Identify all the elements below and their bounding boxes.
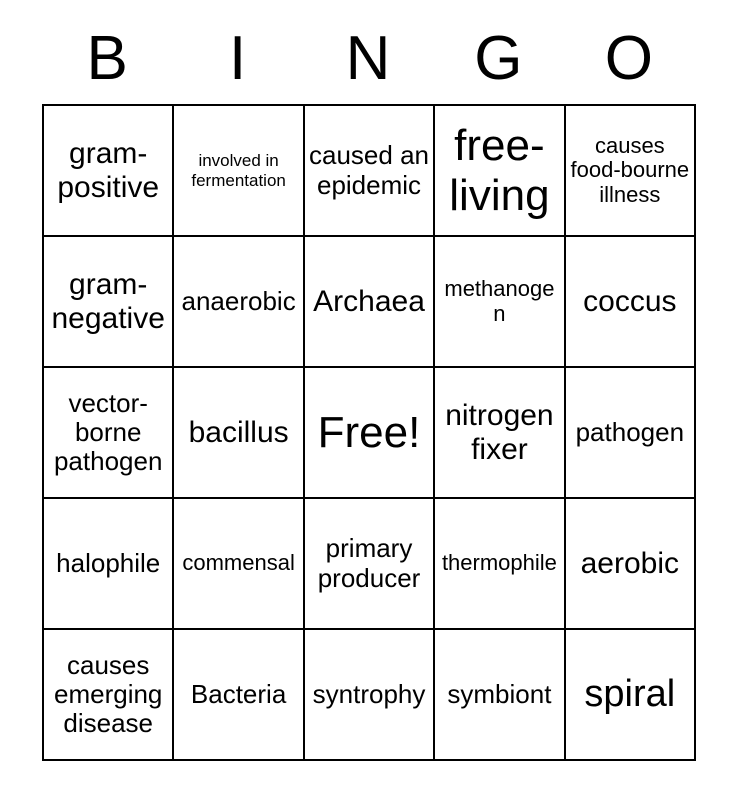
bingo-cell-label: primary producer — [317, 533, 421, 593]
bingo-cell[interactable] — [305, 499, 435, 630]
bingo-cell-label: bacillus — [188, 415, 289, 449]
bingo-cell[interactable] — [44, 368, 174, 499]
bingo-cell[interactable] — [435, 106, 565, 237]
bingo-row — [44, 499, 696, 630]
bingo-cell[interactable] — [174, 368, 304, 499]
bingo-cell-label: thermophile — [441, 550, 557, 576]
bingo-cell[interactable] — [174, 237, 304, 368]
bingo-cell-label: causes emerging disease — [54, 649, 163, 739]
bingo-cell-label: gram-positive — [57, 136, 160, 204]
bingo-cell[interactable] — [435, 630, 565, 761]
bingo-cell[interactable] — [566, 237, 696, 368]
bingo-cell-label: free-living — [449, 121, 550, 220]
bingo-cell-label: pathogen — [575, 416, 685, 447]
bingo-cell[interactable] — [305, 237, 435, 368]
bingo-cell-label: commensal — [182, 550, 295, 576]
bingo-header-letter-b: B — [86, 24, 128, 93]
bingo-row — [44, 106, 696, 237]
bingo-cell[interactable] — [566, 499, 696, 630]
bingo-cell-label: Bacteria — [190, 678, 287, 709]
bingo-cell[interactable] — [305, 630, 435, 761]
bingo-cell-label: gram-negative — [51, 267, 165, 335]
bingo-header-letter-i: I — [228, 24, 247, 93]
bingo-cell[interactable] — [44, 630, 174, 761]
bingo-header — [42, 14, 694, 104]
bingo-cell[interactable] — [174, 106, 304, 237]
bingo-cell-free[interactable] — [305, 368, 435, 499]
bingo-cell-label: vector-borne pathogen — [53, 387, 163, 477]
bingo-header-letter-o: O — [604, 24, 653, 93]
bingo-cell-label: Free! — [317, 407, 421, 457]
bingo-cell-label: symbiont — [447, 678, 552, 709]
bingo-cell-label: caused an epidemic — [309, 140, 429, 200]
bingo-cell-label: halophile — [56, 547, 161, 578]
bingo-cell[interactable] — [435, 237, 565, 368]
bingo-cell-label: causes food-bourne illness — [570, 132, 690, 207]
bingo-cell-label: spiral — [584, 673, 676, 716]
bingo-cell[interactable] — [435, 499, 565, 630]
bingo-cell[interactable] — [44, 237, 174, 368]
bingo-cell[interactable] — [305, 106, 435, 237]
bingo-cell[interactable] — [566, 368, 696, 499]
bingo-cell[interactable] — [174, 630, 304, 761]
bingo-cell-label: coccus — [583, 284, 677, 318]
bingo-cell[interactable] — [44, 106, 174, 237]
bingo-row — [44, 237, 696, 368]
bingo-cell[interactable] — [566, 630, 696, 761]
bingo-cell-label: aerobic — [580, 546, 680, 580]
bingo-cell[interactable] — [435, 368, 565, 499]
bingo-row — [44, 368, 696, 499]
bingo-cell-label: Archaea — [313, 284, 425, 318]
bingo-cell-label: methanogen — [444, 275, 555, 326]
bingo-header-letter-n: N — [345, 24, 391, 93]
bingo-cell[interactable] — [566, 106, 696, 237]
bingo-cell-label: anaerobic — [181, 285, 296, 316]
bingo-cell[interactable] — [44, 499, 174, 630]
bingo-cell-label: syntrophy — [312, 678, 426, 709]
bingo-row — [44, 630, 696, 761]
bingo-cell-label: nitrogen fixer — [445, 398, 554, 466]
bingo-cell-label: involved in fermentation — [191, 151, 286, 190]
bingo-cell[interactable] — [174, 499, 304, 630]
bingo-header-letter-g: G — [474, 24, 523, 93]
bingo-grid — [42, 104, 696, 761]
